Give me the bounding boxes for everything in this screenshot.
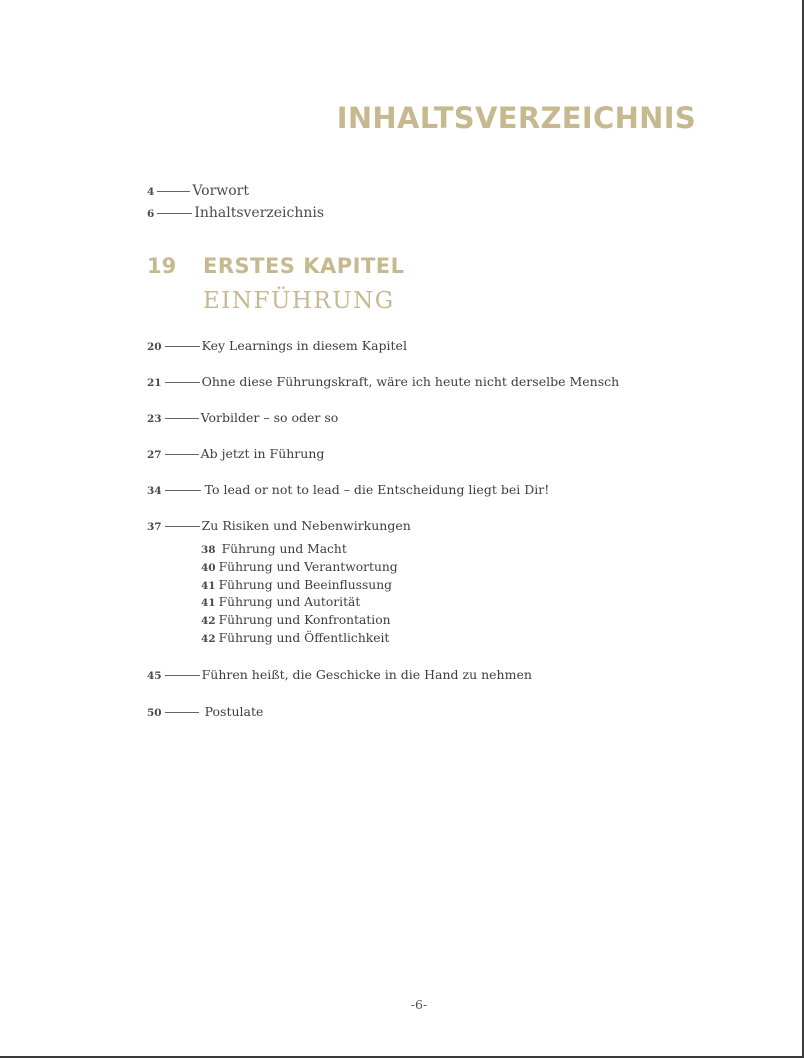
leader-line bbox=[165, 526, 200, 527]
page-number: -6- bbox=[410, 997, 428, 1012]
toc-label: Ohne diese Führungskraft, wäre ich heute nicht derselbe Mensch bbox=[201, 374, 620, 389]
toc-label: Führen heißt, die Geschicke in die Hand zu nehmen bbox=[201, 667, 532, 682]
toc-entry-vorwort[interactable] bbox=[147, 183, 249, 199]
leader-line bbox=[165, 675, 200, 676]
leader-line bbox=[157, 191, 190, 192]
toc-label: Führung und Konfrontation bbox=[218, 613, 391, 628]
toc-label: Führung und Beeinflussung bbox=[218, 577, 393, 592]
page-title: INHALTSVERZEICHNIS bbox=[336, 101, 696, 135]
toc-page-number: 4 bbox=[147, 186, 155, 198]
toc-page-number: 21 bbox=[147, 377, 162, 389]
toc-page-number: 45 bbox=[147, 670, 162, 682]
toc-entry-inhaltsverzeichnis[interactable] bbox=[147, 205, 324, 221]
toc-page-number: 38 bbox=[201, 544, 216, 556]
toc-label: Führung und Macht bbox=[221, 542, 347, 556]
toc-label: Key Learnings in diesem Kapitel bbox=[201, 338, 407, 353]
toc-label: Inhaltsverzeichnis bbox=[194, 205, 325, 221]
leader-line bbox=[165, 382, 200, 383]
toc-page-number: 6 bbox=[147, 208, 155, 220]
toc-entry[interactable] bbox=[147, 518, 411, 533]
toc-entry[interactable] bbox=[147, 446, 324, 461]
toc-sub-list bbox=[201, 542, 398, 649]
leader-line bbox=[165, 712, 199, 713]
toc-label: Vorwort bbox=[192, 183, 249, 199]
leader-line bbox=[165, 418, 199, 419]
toc-label: Vorbilder – so oder so bbox=[200, 410, 339, 425]
toc-label: Führung und Autorität bbox=[218, 595, 361, 610]
toc-label: Führung und Öffentlichkeit bbox=[218, 630, 390, 645]
chapter-subtitle: EINFÜHRUNG bbox=[203, 288, 395, 314]
chapter-number: 19 bbox=[147, 254, 177, 278]
toc-page-number: 37 bbox=[147, 521, 162, 533]
toc-page-number: 23 bbox=[147, 413, 162, 425]
leader-line bbox=[157, 213, 192, 214]
toc-sub-entry[interactable] bbox=[201, 631, 398, 649]
toc-page-number: 42 bbox=[201, 615, 216, 628]
toc-sub-entry[interactable] bbox=[201, 542, 398, 560]
toc-label: Postulate bbox=[204, 704, 264, 719]
toc-sub-entry[interactable] bbox=[201, 595, 398, 613]
leader-line bbox=[165, 346, 200, 347]
toc-page-number: 41 bbox=[201, 597, 216, 610]
leader-line bbox=[165, 490, 201, 491]
leader-line bbox=[165, 454, 199, 455]
toc-label: Zu Risiken und Nebenwirkungen bbox=[201, 518, 411, 533]
toc-entry[interactable] bbox=[147, 704, 263, 719]
toc-entry[interactable] bbox=[147, 667, 532, 682]
toc-label: Führung und Verantwortung bbox=[218, 559, 398, 574]
toc-page-number: 34 bbox=[147, 485, 162, 497]
toc-page-number: 40 bbox=[201, 561, 216, 574]
toc-entry[interactable] bbox=[147, 338, 407, 353]
toc-page-number: 50 bbox=[147, 707, 162, 719]
toc-page-number: 27 bbox=[147, 449, 162, 461]
toc-sub-entry[interactable] bbox=[201, 560, 398, 578]
toc-sub-entry[interactable] bbox=[201, 613, 398, 631]
toc-entry[interactable] bbox=[147, 482, 549, 497]
toc-page-number: 20 bbox=[147, 341, 162, 353]
toc-entry[interactable] bbox=[147, 374, 619, 389]
toc-entry[interactable] bbox=[147, 410, 338, 425]
chapter-name: ERSTES KAPITEL bbox=[203, 254, 405, 278]
toc-label: Ab jetzt in Führung bbox=[200, 446, 325, 461]
toc-label: To lead or not to lead – die Entscheidung liegt bei Dir! bbox=[204, 482, 550, 497]
toc-sub-entry[interactable] bbox=[201, 578, 398, 596]
toc-page-number: 42 bbox=[201, 632, 216, 645]
toc-page-number: 41 bbox=[201, 579, 216, 592]
